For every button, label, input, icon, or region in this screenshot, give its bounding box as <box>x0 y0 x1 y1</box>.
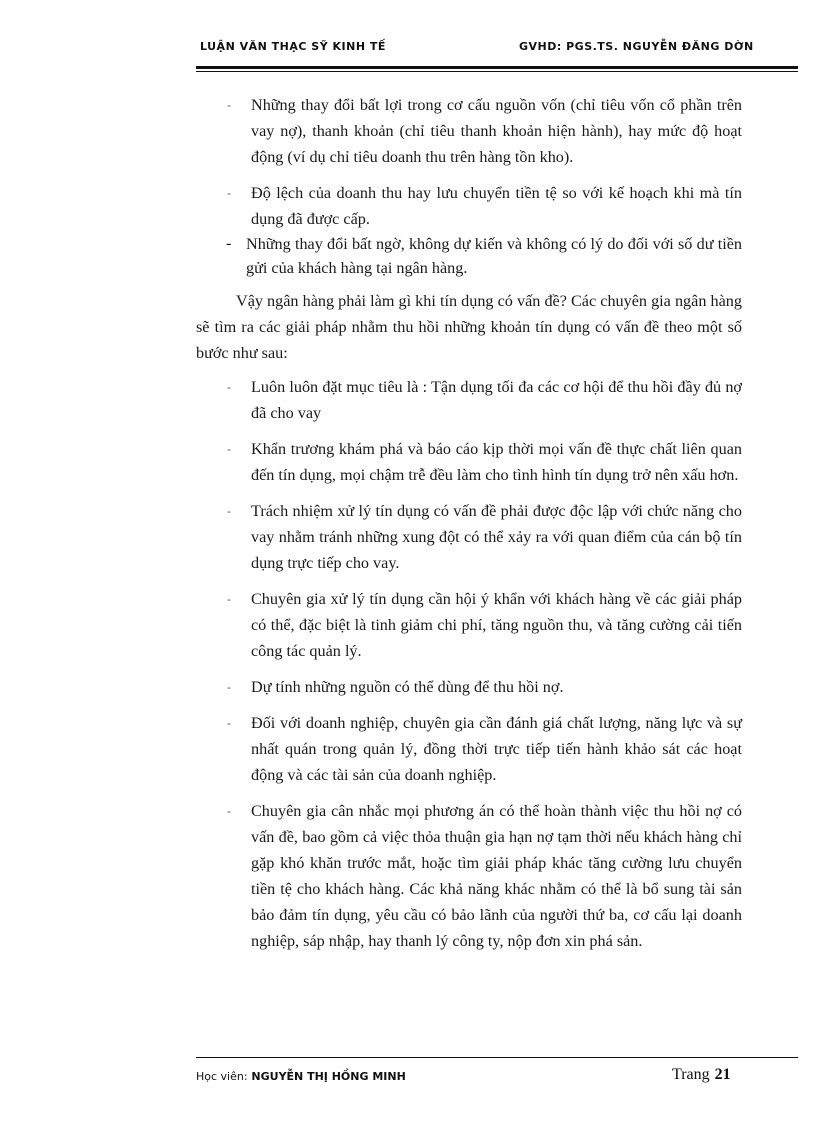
list-item-text: Độ lệch của doanh thu hay lưu chuyển tiền tệ so với kế hoạch khi mà tín dụng đã được cấp. <box>251 184 742 228</box>
thesis-title: LUẬN VĂN THẠC SỸ KINH TẾ <box>200 40 386 53</box>
list-item <box>196 710 742 788</box>
bullet-dash: - <box>226 235 232 252</box>
bullet-dash: - <box>227 504 231 518</box>
student-role-label: Học viên: <box>196 1070 248 1083</box>
page-indicator <box>672 1066 731 1084</box>
bullet-dash: - <box>227 98 231 112</box>
page-label: Trang <box>672 1066 710 1083</box>
list-item-text: Chuyên gia cân nhắc mọi phương án có thể hoàn thành việc thu hồi nợ có vấn đề, bao gồm cả việc thỏa thuận gia hạn nợ tạm thời nếu khách hàng chỉ gặp khó khăn trước mắt, hoặc tìm giải pháp khác tăng cường lưu chuyển tiền tệ cho khách hàng. Các khả năng khác nhằm có thể là bổ sung tài sản bảo đảm tín dụng, yêu cầu có bảo lãnh của người thứ ba, cơ cấu lại doanh nghiệp, sáp nhập, hay thanh lý công ty, nộp đơn xin phá sản. <box>251 802 742 950</box>
list-item <box>196 180 742 232</box>
list-item <box>196 436 742 488</box>
list-item-text: Những thay đổi bất ngờ, không dự kiến và không có lý do đối với số dư tiền gửi của khách hàng tại ngân hàng. <box>246 235 742 277</box>
list-item <box>196 232 742 280</box>
list-item-text: Trách nhiệm xử lý tín dụng có vấn đề phải được độc lập với chức năng cho vay nhằm tránh những xung đột có thể xảy ra với quan điểm của cán bộ tín dụng trực tiếp cho vay. <box>251 502 742 572</box>
bullet-dash: - <box>227 680 231 694</box>
list-item <box>196 498 742 576</box>
list-item-text: Dự tính những nguồn có thể dùng để thu hồi nợ. <box>251 678 564 696</box>
list-item-text: Đối với doanh nghiệp, chuyên gia cần đánh giá chất lượng, năng lực và sự nhất quán trong quản lý, đồng thời trực tiếp tiến hành khảo sát các hoạt động và các tài sản của doanh nghiệp. <box>251 714 742 784</box>
bullet-dash: - <box>227 442 231 456</box>
list-item <box>196 674 742 700</box>
list-item <box>196 798 742 954</box>
page-body <box>196 92 742 964</box>
list-item <box>196 92 742 170</box>
list-item-text: Luôn luôn đặt mục tiêu là : Tận dụng tối đa các cơ hội để thu hồi đầy đủ nợ đã cho vay <box>251 378 742 422</box>
page-number: 21 <box>714 1066 731 1083</box>
list-item <box>196 374 742 426</box>
student-credit <box>196 1070 406 1083</box>
list-item-text: Khẩn trương khám phá và báo cáo kịp thời mọi vấn đề thực chất liên quan đến tín dụng, mọi chậm trễ đều làm cho tình hình tín dụng trở nên xấu hơn. <box>251 440 742 484</box>
advisor-name: GVHD: PGS.TS. NGUYỄN ĐĂNG DỜN <box>519 40 754 53</box>
header-divider-thin <box>196 71 798 72</box>
footer-divider <box>196 1057 798 1058</box>
body-paragraph: Vậy ngân hàng phải làm gì khi tín dụng có vấn đề? Các chuyên gia ngân hàng sẽ tìm ra các giải pháp nhằm thu hồi những khoản tín dụng có vấn đề theo một số bước như sau: <box>196 292 742 362</box>
bullet-dash: - <box>227 804 231 818</box>
student-name: NGUYỄN THỊ HỒNG MINH <box>251 1070 406 1083</box>
bullet-dash: - <box>227 716 231 730</box>
bullet-dash: - <box>227 380 231 394</box>
bullet-dash: - <box>227 186 231 200</box>
header-divider-thick <box>196 66 798 69</box>
bullet-dash: - <box>227 592 231 606</box>
list-item-text: Những thay đổi bất lợi trong cơ cấu nguồn vốn (chỉ tiêu vốn cổ phần trên vay nợ), thanh khoản (chỉ tiêu thanh khoản hiện hành), hay mức độ hoạt động (ví dụ chỉ tiêu doanh thu trên hàng tồn kho). <box>251 96 742 166</box>
page-header <box>196 38 796 58</box>
list-item-text: Chuyên gia xử lý tín dụng cần hội ý khẩn với khách hàng về các giải pháp có thể, đặc biệt là tinh giảm chi phí, tăng nguồn thu, và tăng cường cải tiến công tác quản lý. <box>251 590 742 660</box>
list-item <box>196 586 742 664</box>
